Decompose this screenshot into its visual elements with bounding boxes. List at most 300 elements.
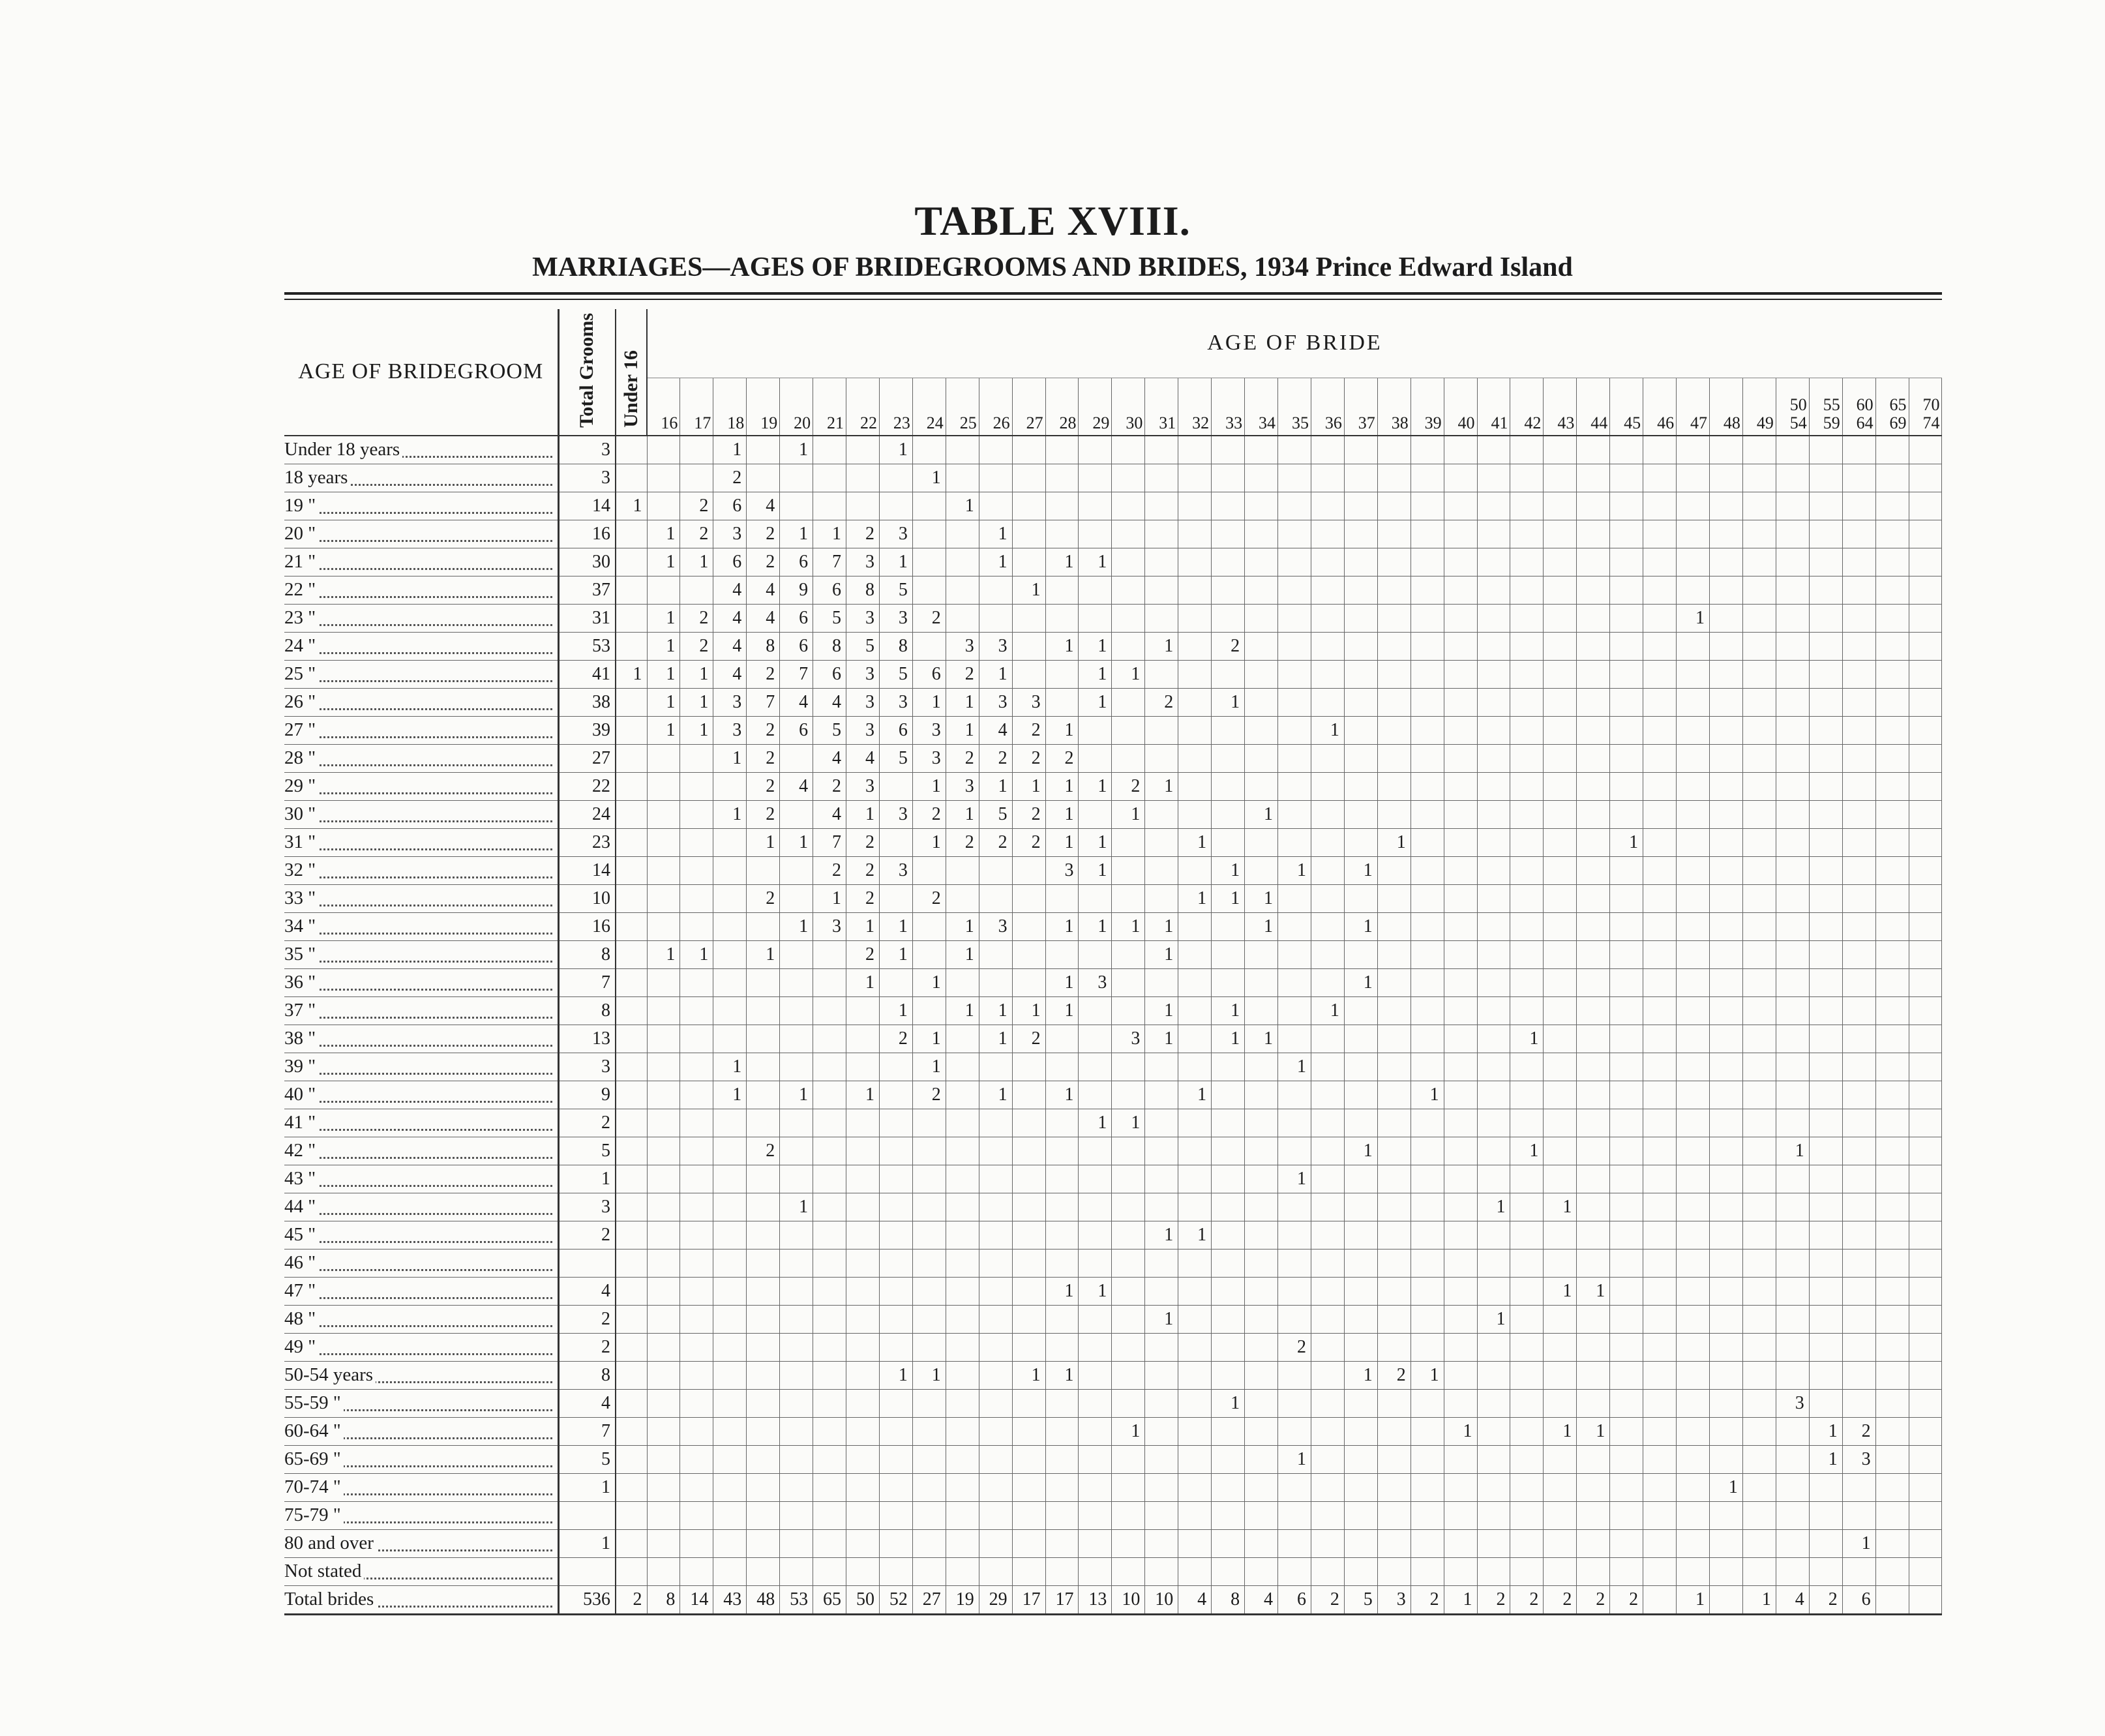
bride-age-cell — [1875, 1445, 1909, 1473]
bride-age-cell — [1510, 800, 1544, 828]
bride-age-cell: 2 — [1012, 1025, 1045, 1053]
bride-age-cell — [1643, 1473, 1677, 1501]
bride-age-cell: 2 — [680, 632, 713, 660]
bride-age-cell — [780, 1333, 813, 1361]
bride-age-cell — [1809, 1501, 1842, 1529]
table-row — [284, 1417, 1942, 1445]
under-16-cell — [616, 1473, 647, 1501]
bride-age-cell — [1677, 1249, 1710, 1277]
bride-age-cell — [1643, 1081, 1677, 1109]
bride-age-cell — [713, 1445, 747, 1473]
bride-age-cell: 1 — [1710, 1473, 1743, 1501]
row-label — [284, 520, 558, 548]
bride-age-cell: 4 — [713, 604, 747, 632]
bride-age-cell — [1842, 1305, 1875, 1333]
bride-age-cell — [1742, 1249, 1776, 1277]
bride-age-cell: 1 — [680, 660, 713, 688]
bride-age-cell — [1145, 1165, 1178, 1193]
bride-age-cell: 2 — [1411, 1585, 1444, 1614]
bride-age-cell — [1909, 744, 1942, 772]
bride-age-cell: 1 — [1444, 1417, 1477, 1445]
bride-age-cell — [1311, 632, 1344, 660]
bride-age-cell: 1 — [647, 660, 680, 688]
bride-age-cell — [1710, 492, 1743, 520]
bride-age-cell — [747, 1529, 780, 1557]
bride-age-cell: 5 — [879, 744, 912, 772]
bride-age-cell — [1909, 1193, 1942, 1221]
bride-age-cell: 3 — [1045, 856, 1079, 884]
bride-age-cell — [647, 1277, 680, 1305]
bride-age-cell — [1710, 1333, 1743, 1361]
bride-age-cell — [979, 1137, 1012, 1165]
bride-age-cell — [1577, 1333, 1610, 1361]
bride-age-cell — [1776, 800, 1809, 828]
bride-age-cell — [1577, 884, 1610, 912]
bride-age-cell — [1809, 436, 1842, 464]
bride-age-cell — [813, 1025, 846, 1053]
bride-age-cell — [713, 1333, 747, 1361]
bride-age-cell — [979, 1053, 1012, 1081]
bride-age-cell — [1742, 856, 1776, 884]
bride-age-cell — [879, 1277, 912, 1305]
bride-age-cell: 1 — [879, 912, 912, 940]
bride-age-cell — [647, 856, 680, 884]
bride-age-cell: 4 — [1245, 1585, 1278, 1614]
bride-age-cell — [1742, 1277, 1776, 1305]
bride-age-cell — [1377, 520, 1411, 548]
bride-age-cell — [1776, 1053, 1809, 1081]
bride-age-cell: 1 — [912, 772, 946, 800]
bride-age-cell — [1809, 520, 1842, 548]
bride-age-cell — [879, 884, 912, 912]
under-16-cell — [616, 1501, 647, 1529]
bride-age-cell — [1079, 716, 1112, 744]
bride-age-cell — [1477, 1445, 1510, 1473]
bride-age-cell — [1610, 1333, 1643, 1361]
row-label — [284, 884, 558, 912]
bride-age-cell — [1311, 1053, 1344, 1081]
bride-age-cell: 1 — [1045, 772, 1079, 800]
bride-age-cell: 3 — [1776, 1389, 1809, 1417]
bride-age-cell — [1278, 436, 1311, 464]
bride-age-cell — [1544, 660, 1577, 688]
bride-age-cell — [1444, 464, 1477, 492]
bride-age-cell — [1710, 1277, 1743, 1305]
bride-age-cell — [747, 1557, 780, 1585]
bride-age-cell — [1178, 492, 1212, 520]
row-label — [284, 548, 558, 576]
table-row — [284, 1165, 1942, 1193]
bride-age-cell — [1742, 968, 1776, 996]
bride-age-cell — [879, 1109, 912, 1137]
bride-age-cell — [1311, 520, 1344, 548]
bride-age-cell: 1 — [946, 940, 979, 968]
bride-age-cell — [780, 1249, 813, 1277]
bride-age-cell — [946, 436, 979, 464]
bride-age-cell — [680, 828, 713, 856]
bride-age-cell: 1 — [780, 912, 813, 940]
table-row — [284, 912, 1942, 940]
bride-age-cell — [1577, 968, 1610, 996]
bride-age-cell — [1577, 856, 1610, 884]
bride-age-cell — [1643, 632, 1677, 660]
bride-age-cell — [1178, 464, 1212, 492]
bride-age-cell — [1178, 436, 1212, 464]
bride-age-cell — [1842, 828, 1875, 856]
bride-age-cell — [979, 1333, 1012, 1361]
bride-age-cell — [1577, 1193, 1610, 1221]
bride-age-cell — [647, 1501, 680, 1529]
bride-age-cell — [1045, 1137, 1079, 1165]
bride-age-cell: 1 — [780, 828, 813, 856]
bride-age-cell: 2 — [912, 800, 946, 828]
bride-age-cell — [846, 1473, 880, 1501]
row-label — [284, 1529, 558, 1557]
bride-age-cell: 1 — [1577, 1277, 1610, 1305]
row-label — [284, 1221, 558, 1249]
bride-age-cell — [1875, 688, 1909, 716]
bride-age-cell — [1875, 464, 1909, 492]
bride-age-cell: 2 — [946, 744, 979, 772]
bride-age-cell — [1577, 1081, 1610, 1109]
bride-age-cell — [1809, 688, 1842, 716]
bride-age-cell — [846, 1333, 880, 1361]
bride-age-cell — [1477, 940, 1510, 968]
bride-age-cell — [1245, 1389, 1278, 1417]
bride-age-cell: 3 — [846, 688, 880, 716]
bride-age-cell — [1577, 912, 1610, 940]
bride-age-cell — [1112, 632, 1145, 660]
bride-age-cell — [1178, 1193, 1212, 1221]
bride-age-cell — [1677, 632, 1710, 660]
row-label-text: 34 " — [284, 916, 318, 936]
bride-age-cell: 2 — [1012, 716, 1045, 744]
table-row — [284, 1305, 1942, 1333]
leader-dots — [284, 848, 552, 850]
bride-age-cell — [1809, 1081, 1842, 1109]
bride-age-cell — [1245, 1249, 1278, 1277]
bride-age-cell: 1 — [1311, 716, 1344, 744]
bride-age-cell — [1510, 1193, 1544, 1221]
bride-age-cell — [1444, 492, 1477, 520]
total-grooms-cell: 37 — [558, 576, 616, 604]
bride-age-cell — [1742, 1025, 1776, 1053]
bride-age-cell: 6 — [1278, 1585, 1311, 1614]
bride-age-cell: 3 — [713, 716, 747, 744]
column-header: 27 — [1012, 378, 1045, 435]
bride-age-cell — [1643, 1277, 1677, 1305]
bride-age-cell — [1145, 1389, 1178, 1417]
bride-age-cell: 8 — [879, 632, 912, 660]
bride-age-cell — [1710, 1361, 1743, 1389]
bride-age-cell — [1477, 1473, 1510, 1501]
bride-age-cell — [1842, 1193, 1875, 1221]
bride-age-cell: 3 — [846, 716, 880, 744]
under-16-cell — [616, 1109, 647, 1137]
bride-age-cell — [780, 1109, 813, 1137]
leader-dots — [284, 1353, 552, 1355]
bride-age-cell — [1677, 1081, 1710, 1109]
bride-age-cell — [1012, 1529, 1045, 1557]
bride-age-cell — [647, 492, 680, 520]
table-row — [284, 464, 1942, 492]
bride-age-cell — [1610, 1529, 1643, 1557]
bride-age-cell — [1344, 716, 1377, 744]
bride-age-cell — [1710, 884, 1743, 912]
bride-age-cell — [1710, 912, 1743, 940]
bride-age-cell: 7 — [813, 828, 846, 856]
bride-age-cell — [647, 1081, 680, 1109]
bride-age-cell — [1809, 1305, 1842, 1333]
bride-age-cell: 3 — [1842, 1445, 1875, 1473]
bride-age-cell — [747, 464, 780, 492]
bride-age-cell: 3 — [946, 772, 979, 800]
bride-age-cell — [1710, 1165, 1743, 1193]
bride-age-cell — [813, 1529, 846, 1557]
bride-age-cell — [1444, 1221, 1477, 1249]
bride-age-cell: 8 — [846, 576, 880, 604]
bride-age-cell — [713, 856, 747, 884]
bride-age-cell — [1377, 800, 1411, 828]
bride-age-cell — [1477, 716, 1510, 744]
bride-age-cell — [1245, 436, 1278, 464]
bride-age-cell — [1544, 912, 1577, 940]
bride-age-cell — [1411, 436, 1444, 464]
row-label-text: 31 " — [284, 831, 318, 852]
under-16-cell: 1 — [616, 660, 647, 688]
bride-age-cell — [1411, 464, 1444, 492]
bride-age-cell — [912, 940, 946, 968]
bride-age-cell — [1112, 940, 1145, 968]
bride-age-cell — [1344, 1529, 1377, 1557]
bride-age-cell — [1610, 1165, 1643, 1193]
bride-age-cell — [1510, 576, 1544, 604]
bride-age-cell — [1875, 968, 1909, 996]
bride-age-cell: 2 — [680, 520, 713, 548]
page-subtitle: MARRIAGES—AGES OF BRIDEGROOMS AND BRIDES, 1934 Prince Edward Island — [532, 252, 1573, 282]
bride-age-cell — [1510, 1445, 1544, 1473]
bride-age-cell: 13 — [1079, 1585, 1112, 1614]
bride-age-cell — [1245, 1109, 1278, 1137]
bride-age-cell: 1 — [1278, 856, 1311, 884]
bride-age-cell — [1245, 1081, 1278, 1109]
bride-age-cell — [1776, 520, 1809, 548]
bride-age-cell — [1677, 1333, 1710, 1361]
bride-age-cell — [1012, 1445, 1045, 1473]
row-label-text: 29 " — [284, 775, 318, 796]
bride-age-cell — [1809, 660, 1842, 688]
bride-age-cell — [1212, 940, 1245, 968]
bride-age-cell — [1278, 492, 1311, 520]
bride-age-cell — [1477, 828, 1510, 856]
bride-age-cell: 4 — [780, 688, 813, 716]
bride-age-cell — [1643, 1165, 1677, 1193]
row-label-text: 47 " — [284, 1280, 318, 1301]
bride-age-cell — [1477, 800, 1510, 828]
bride-age-cell — [1411, 940, 1444, 968]
bride-age-cell — [1742, 996, 1776, 1025]
bride-age-cell: 1 — [1544, 1277, 1577, 1305]
leader-dots — [284, 1325, 552, 1327]
bride-age-cell — [1377, 1081, 1411, 1109]
total-grooms-cell: 7 — [558, 1417, 616, 1445]
bride-age-cell — [1178, 800, 1212, 828]
bride-age-cell — [1909, 604, 1942, 632]
bride-age-cell — [879, 1333, 912, 1361]
bride-age-cell — [1909, 716, 1942, 744]
bride-age-cell — [1411, 632, 1444, 660]
bride-age-cell — [1577, 996, 1610, 1025]
leader-dots — [284, 1185, 552, 1187]
header-age-of-bridegroom: AGE OF BRIDEGROOM — [284, 309, 558, 436]
bride-age-cell — [912, 1305, 946, 1333]
bride-age-cell — [1677, 1305, 1710, 1333]
row-label — [284, 1361, 558, 1389]
bride-age-cell — [680, 1529, 713, 1557]
bride-age-cell: 1 — [1411, 1081, 1444, 1109]
column-header: 22 — [846, 378, 880, 435]
bride-age-cell — [713, 1529, 747, 1557]
row-label — [284, 1305, 558, 1333]
bride-age-cell — [1909, 1025, 1942, 1053]
bride-age-cell — [1510, 436, 1544, 464]
bride-age-cell: 2 — [1809, 1585, 1842, 1614]
bride-age-cell — [1045, 1333, 1079, 1361]
bride-age-cell — [1344, 1445, 1377, 1473]
bride-age-cell — [747, 1361, 780, 1389]
bride-age-cell — [1178, 1053, 1212, 1081]
bride-age-cell — [1776, 772, 1809, 800]
bride-age-cell — [1112, 1277, 1145, 1305]
bride-age-cell: 3 — [1012, 688, 1045, 716]
bride-age-cell — [1742, 520, 1776, 548]
table-row — [284, 884, 1942, 912]
bride-age-cell — [879, 1193, 912, 1221]
bride-age-cell — [1278, 520, 1311, 548]
under-16-cell — [616, 884, 647, 912]
bride-age-cell — [1278, 800, 1311, 828]
bride-age-cell — [1278, 1557, 1311, 1585]
bride-age-cell — [1710, 1137, 1743, 1165]
table-row — [284, 1445, 1942, 1473]
bride-age-cell — [1742, 716, 1776, 744]
bride-age-cell — [813, 1417, 846, 1445]
bride-age-cell — [780, 856, 813, 884]
bride-age-cell — [1212, 1193, 1245, 1221]
bride-age-cell — [1610, 520, 1643, 548]
bride-age-cell — [1012, 1193, 1045, 1221]
bride-age-cell — [912, 632, 946, 660]
bride-age-cell — [1809, 1221, 1842, 1249]
bride-age-cell — [1875, 912, 1909, 940]
bride-age-cell — [1477, 1333, 1510, 1361]
column-header: 20 — [780, 378, 813, 435]
total-grooms-cell: 3 — [558, 464, 616, 492]
column-header: 47 — [1677, 378, 1710, 435]
bride-age-cell — [647, 576, 680, 604]
bride-age-cell — [1344, 1193, 1377, 1221]
bride-age-cell — [1610, 576, 1643, 604]
bride-age-cell: 53 — [780, 1585, 813, 1614]
bride-age-cell — [1145, 492, 1178, 520]
bride-age-cell — [1477, 1137, 1510, 1165]
bride-age-cell — [1909, 996, 1942, 1025]
bride-age-cell — [1411, 1277, 1444, 1305]
row-label — [284, 1249, 558, 1277]
bride-age-cell — [1145, 800, 1178, 828]
under-16-cell — [616, 996, 647, 1025]
bride-age-cell — [846, 1445, 880, 1473]
bride-age-cell — [680, 1445, 713, 1473]
bride-age-cell — [1045, 1165, 1079, 1193]
bride-age-cell — [813, 1333, 846, 1361]
bride-age-cell — [1875, 1193, 1909, 1221]
bride-age-cell — [979, 968, 1012, 996]
bride-age-cell: 2 — [747, 548, 780, 576]
bride-age-cell — [1178, 1361, 1212, 1389]
bride-age-cell — [1344, 744, 1377, 772]
leader-dots — [284, 540, 552, 542]
bride-age-cell — [1677, 1137, 1710, 1165]
bride-age-cell — [713, 884, 747, 912]
bride-age-cell — [1776, 632, 1809, 660]
row-label-text: 41 " — [284, 1112, 318, 1133]
bride-age-cell — [1444, 1053, 1477, 1081]
bride-age-cell — [1245, 632, 1278, 660]
bride-age-cell — [1178, 940, 1212, 968]
bride-age-cell — [1677, 1053, 1710, 1081]
under-16-cell: 1 — [616, 492, 647, 520]
bride-age-cell — [713, 772, 747, 800]
row-label — [284, 1473, 558, 1501]
bride-age-cell — [680, 576, 713, 604]
bride-age-cell — [1842, 1053, 1875, 1081]
bride-age-cell — [680, 1361, 713, 1389]
bride-age-cell — [1212, 1445, 1245, 1473]
bride-age-cell — [1311, 828, 1344, 856]
bride-age-cell — [1610, 548, 1643, 576]
bride-age-cell — [1012, 1417, 1045, 1445]
bride-age-cell — [1344, 492, 1377, 520]
bride-age-cell — [1112, 492, 1145, 520]
bride-age-cell: 2 — [846, 940, 880, 968]
bride-age-cell — [1377, 576, 1411, 604]
bride-age-cell: 10 — [1112, 1585, 1145, 1614]
bride-age-cell — [1875, 632, 1909, 660]
bride-age-cell: 1 — [780, 520, 813, 548]
column-header: 33 — [1212, 378, 1245, 435]
bride-age-cell — [1311, 1445, 1344, 1473]
bride-age-cell — [1577, 1109, 1610, 1137]
bride-age-cell — [1278, 744, 1311, 772]
bride-age-cell — [1045, 1445, 1079, 1473]
row-label-text: 18 years — [284, 467, 350, 488]
bride-age-cell — [1112, 1305, 1145, 1333]
bride-age-cell — [1212, 436, 1245, 464]
bride-age-cell — [946, 1053, 979, 1081]
bride-age-cell — [1112, 828, 1145, 856]
bride-age-cell — [1577, 520, 1610, 548]
table-row — [284, 548, 1942, 576]
bride-age-cell — [1045, 576, 1079, 604]
bride-age-cell — [1742, 884, 1776, 912]
bride-age-cell — [1311, 1473, 1344, 1501]
total-grooms-cell: 2 — [558, 1305, 616, 1333]
bride-age-cell — [1377, 464, 1411, 492]
bride-age-cell — [1377, 1137, 1411, 1165]
bride-age-cell — [1245, 1361, 1278, 1389]
bride-age-cell — [1510, 1389, 1544, 1417]
